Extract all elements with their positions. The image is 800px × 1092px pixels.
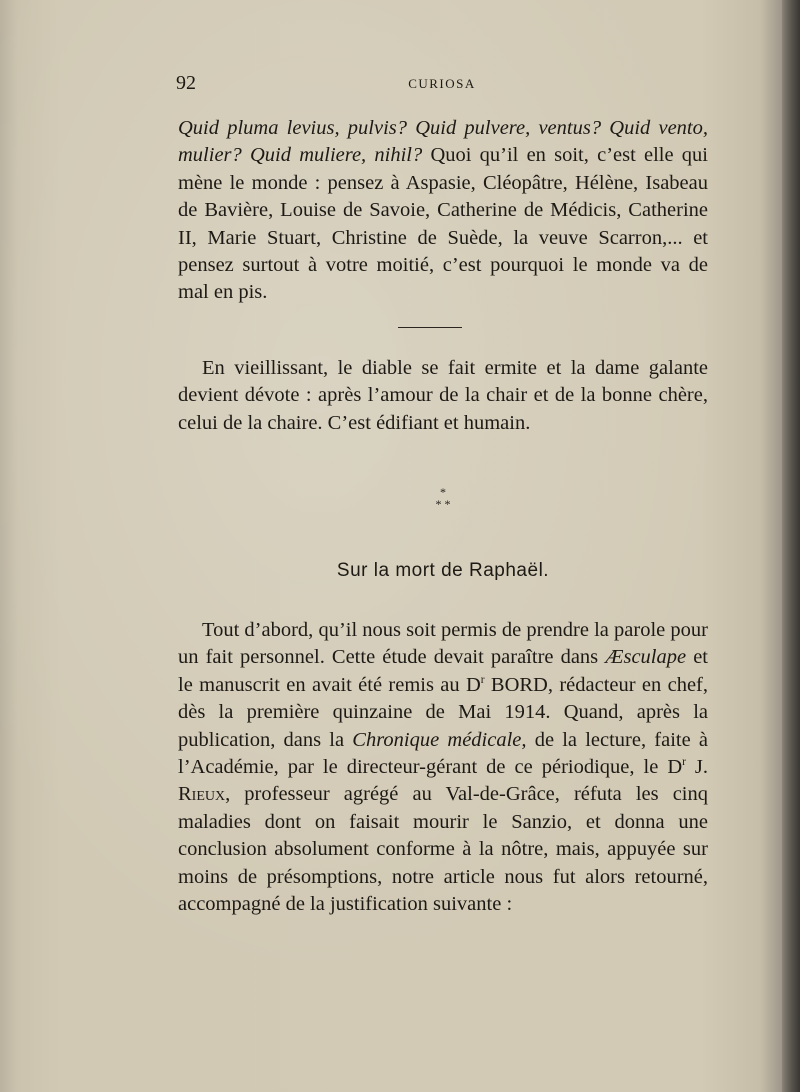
paragraph-3: [178, 617, 708, 918]
page-header: [176, 72, 708, 96]
paragraph-3-text-4: de la lecture, faite à l’Académie, par le directeur-gérant de ce périodique, le D: [178, 728, 708, 779]
asterism: [428, 486, 458, 510]
asterism-bottom: * *: [435, 497, 451, 511]
paragraph-3-text-6: , professeur agrégé au Val-de-Grâce, réfuta les cinq maladies dont on faisait mourir le Sanzio, et donna une conclusion absolument conforme à la nôtre, mais, appuyée sur moins de présomptions, notre article nous fut alors retourné, accompagné de la justification suivante :: [178, 783, 708, 916]
journal-title-chronique: Chronique médicale,: [352, 728, 527, 751]
superscript-r-1: r: [480, 673, 485, 686]
asterism-top: *: [440, 485, 446, 499]
running-head: CURIOSA: [408, 76, 476, 91]
latin-quotation: Quid pluma levius, pulvis? Quid pulvere, ventus? Quid vento, mulier? Quid muliere, nihil?: [178, 117, 708, 167]
paragraph-2: [178, 355, 708, 437]
paragraph-3-text-2: et le manuscrit en avait été remis au D: [178, 646, 708, 696]
paragraph-3-text-1: Tout d’abord, qu’il nous soit permis de prendre la parole pour un fait personnel. Cette étude devait paraître dans: [178, 619, 708, 669]
journal-title-aesculape: Æsculape: [605, 646, 687, 669]
paragraph-3-text-3: BORD, rédacteur en chef, dès la première quinzaine de Mai 1914. Quand, après la publication, dans la: [178, 673, 708, 751]
page-number: 92: [176, 72, 196, 94]
name-rieux: Rieux: [178, 783, 226, 806]
paragraph-3-text-5: J.: [685, 756, 708, 779]
superscript-r-2: r: [682, 756, 686, 769]
paragraph-2-text: En vieillissant, le diable se fait ermite et la dame galante devient dévote : après l’amour de la chair et de la bonne chère, celui de la chaire. C’est édifiant et humain.: [178, 357, 708, 434]
section-divider: [398, 327, 462, 328]
paragraph-1-text: Quoi qu’il en soit, c’est elle qui mène le monde : pensez à Aspasie, Cléopâtre, Hélène, Isabeau de Bavière, Louise de Savoie, Catherine de Médicis, Catherine II, Marie Stuart, Christine de Suède, la veuve Scarron,... et pensez surtout à votre moitié, c’est pourquoi le monde va de mal en pis.: [178, 144, 708, 304]
paragraph-1: [178, 115, 708, 307]
page-spine-shadow: [782, 0, 800, 1092]
section-title: Sur la mort de Raphaël.: [336, 560, 550, 581]
